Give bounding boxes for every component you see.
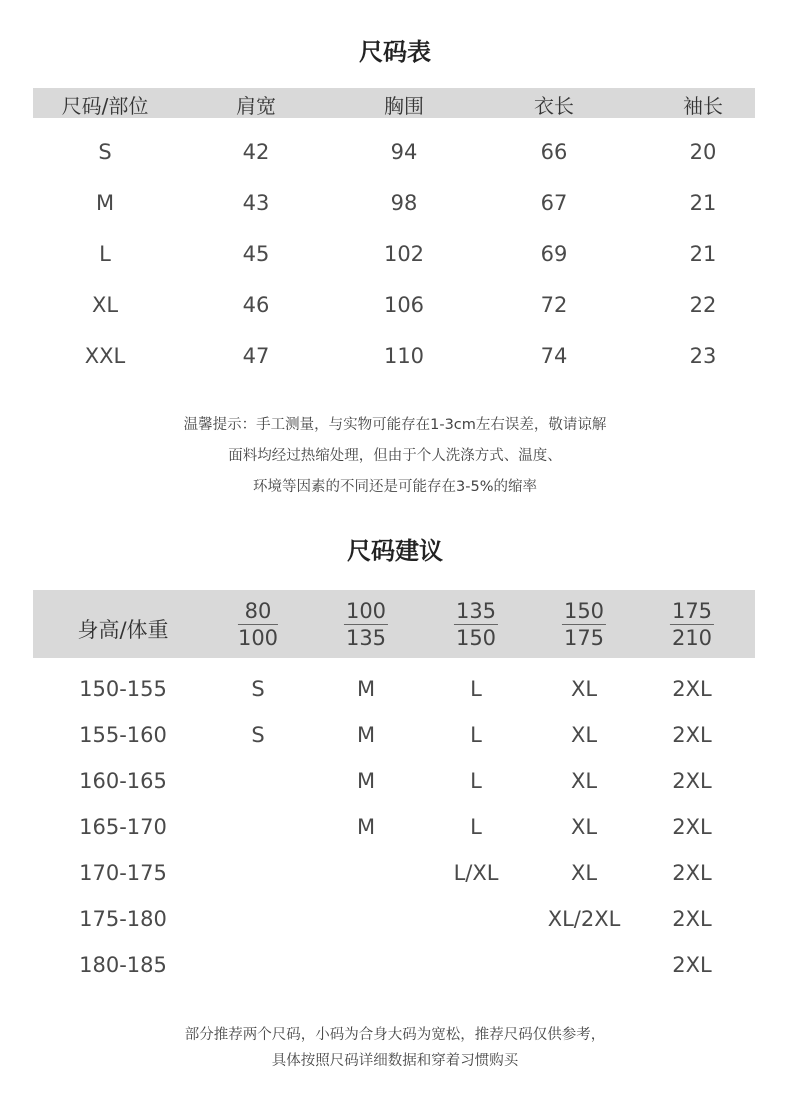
size-chart-header-cell: 胸围 (384, 94, 424, 118)
recommend-header-label: 身高/体重 (77, 618, 169, 642)
recommended-size-cell: 2XL (672, 677, 712, 701)
recommend-title: 尺码建议 (347, 537, 443, 565)
size-chart-cell: 21 (689, 242, 717, 266)
recommended-size-cell: 2XL (672, 723, 712, 747)
weight-range-top: 135 (455, 599, 497, 623)
weight-range-bottom: 210 (671, 626, 713, 650)
recommended-size-cell: XL (570, 861, 598, 885)
size-chart-cell: XL (91, 293, 119, 317)
weight-range-bottom: 175 (563, 626, 605, 650)
footer-line-1: 部分推荐两个尺码，小码为合身大码为宽松，推荐尺码仅供参考， (184, 1027, 606, 1043)
recommended-size-cell: S (251, 723, 265, 747)
size-chart-cell: L (99, 242, 111, 266)
size-chart-cell: XXL (84, 344, 126, 368)
size-chart-cell: 69 (540, 242, 568, 266)
recommended-size-cell: M (356, 723, 376, 747)
note-line-1: 温馨提示：手工测量，与实物可能存在1-3cm左右误差，敬请谅解 (183, 417, 607, 433)
weight-range-bottom: 135 (345, 626, 387, 650)
recommended-size-cell: L/XL (453, 861, 499, 885)
recommended-size-cell: M (356, 677, 376, 701)
size-chart-cell: 110 (383, 344, 425, 368)
size-chart-cell: 21 (689, 191, 717, 215)
size-chart-cell: 67 (540, 191, 568, 215)
weight-range-bottom: 150 (455, 626, 497, 650)
recommended-size-cell: XL/2XL (547, 907, 621, 931)
size-chart-cell: 46 (242, 293, 270, 317)
recommended-size-cell: 2XL (672, 769, 712, 793)
size-chart-header-cell: 袖长 (683, 94, 723, 118)
size-chart-cell: 23 (689, 344, 717, 368)
size-chart-cell: 102 (383, 242, 425, 266)
size-chart-cell: 98 (390, 191, 418, 215)
size-chart-cell: 94 (390, 140, 418, 164)
recommended-size-cell: M (356, 769, 376, 793)
size-chart-cell: 45 (242, 242, 270, 266)
recommended-size-cell: L (470, 723, 482, 747)
recommended-size-cell: XL (570, 769, 598, 793)
recommended-size-cell: L (470, 677, 482, 701)
height-range-cell: 165-170 (79, 815, 167, 839)
height-range-cell: 180-185 (79, 953, 167, 977)
footer-line-2: 具体按照尺码详细数据和穿着习惯购买 (271, 1053, 519, 1069)
size-chart-cell: 43 (242, 191, 270, 215)
weight-range-header (238, 598, 278, 651)
note-line-3: 环境等因素的不同还是可能存在3-5%的缩率 (253, 479, 537, 495)
weight-range-header (344, 598, 388, 651)
weight-range-top: 100 (345, 599, 387, 623)
weight-range-top: 175 (671, 599, 713, 623)
size-chart-cell: 106 (383, 293, 425, 317)
weight-range-header (454, 598, 498, 651)
weight-range-top: 150 (563, 599, 605, 623)
recommended-size-cell: M (356, 815, 376, 839)
recommended-size-cell: L (470, 815, 482, 839)
recommended-size-cell: XL (570, 723, 598, 747)
weight-range-header (562, 598, 606, 651)
weight-range-bottom: 100 (237, 626, 279, 650)
height-range-cell: 175-180 (79, 907, 167, 931)
size-chart-header-cell: 肩宽 (236, 94, 276, 118)
recommended-size-cell: S (251, 677, 265, 701)
recommended-size-cell: L (470, 769, 482, 793)
size-chart-cell: M (95, 191, 115, 215)
height-range-cell: 160-165 (79, 769, 167, 793)
height-range-cell: 150-155 (79, 677, 167, 701)
size-chart-cell: 42 (242, 140, 270, 164)
recommended-size-cell: 2XL (672, 815, 712, 839)
size-chart-cell: 66 (540, 140, 568, 164)
height-range-cell: 155-160 (79, 723, 167, 747)
note-line-2: 面料均经过热缩处理，但由于个人洗涤方式、温度、 (228, 448, 562, 464)
size-chart-cell: 72 (540, 293, 568, 317)
size-chart-cell: S (98, 140, 112, 164)
size-chart-title: 尺码表 (359, 38, 431, 66)
recommended-size-cell: 2XL (672, 861, 712, 885)
recommended-size-cell: 2XL (672, 953, 712, 977)
recommended-size-cell: XL (570, 677, 598, 701)
size-chart-cell: 22 (689, 293, 717, 317)
size-chart-cell: 47 (242, 344, 270, 368)
size-chart-cell: 20 (689, 140, 717, 164)
size-chart-cell: 74 (540, 344, 568, 368)
recommended-size-cell: 2XL (672, 907, 712, 931)
weight-range-top: 80 (238, 598, 278, 625)
weight-range-header (670, 598, 714, 651)
size-chart-header-cell: 衣长 (534, 94, 574, 118)
recommended-size-cell: XL (570, 815, 598, 839)
height-range-cell: 170-175 (79, 861, 167, 885)
size-chart-header-cell: 尺码/部位 (61, 94, 149, 118)
